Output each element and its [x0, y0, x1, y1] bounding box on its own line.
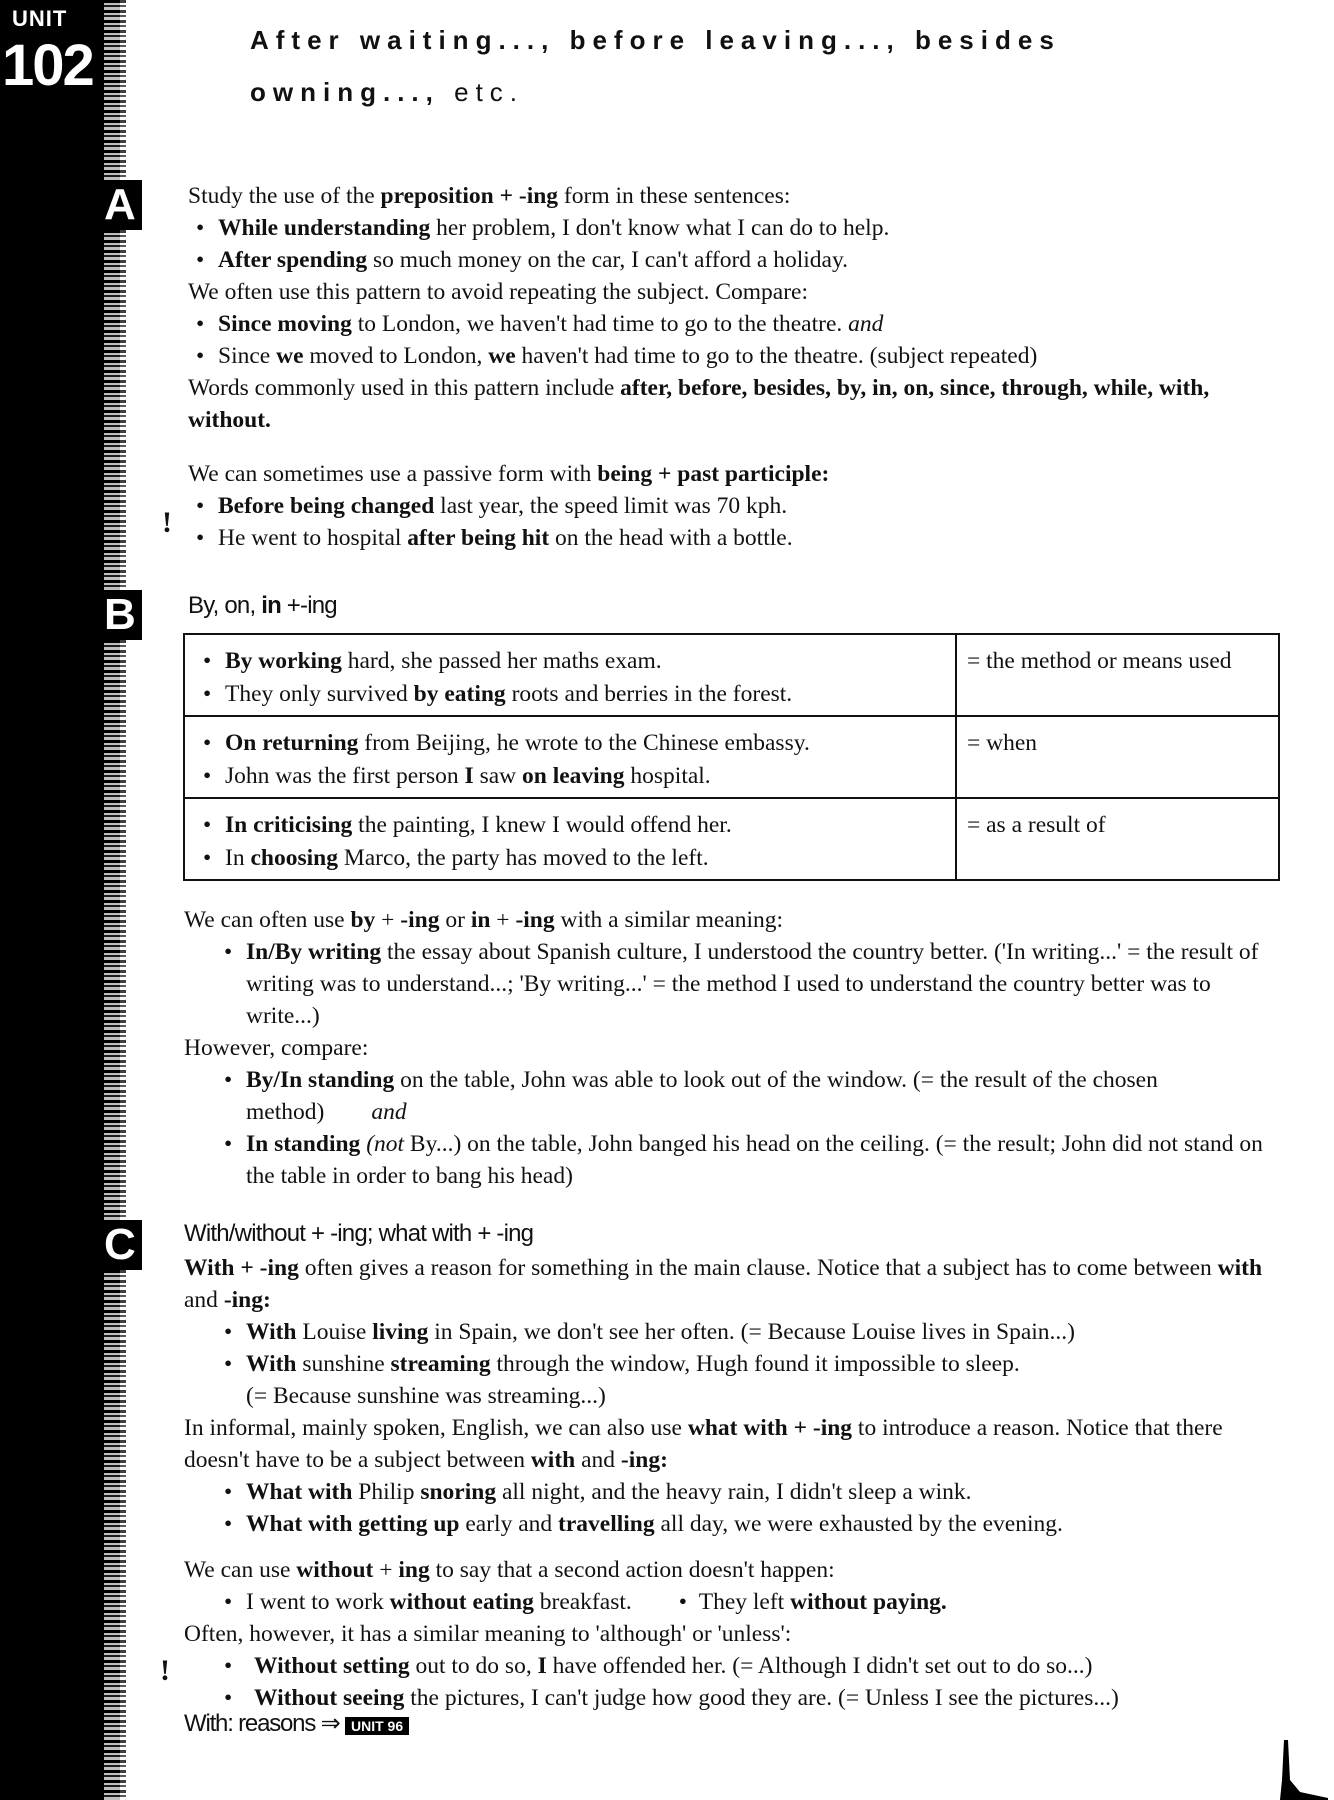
section-letter-a: A	[98, 180, 142, 230]
unit-number: 102	[2, 33, 93, 98]
sec-b-however: However, compare:	[184, 1035, 369, 1061]
section-c-body	[184, 1252, 1288, 1714]
sec-c-example: • Without setting out to do so, I have offended her. (= Although I didn't set out to do so...)	[184, 1650, 1288, 1682]
sec-c-example: • I went to work without eating breakfast. • They left without paying.	[184, 1586, 1288, 1618]
sec-b-example: • In standing (not By...) on the table, John banged his head on the ceiling. (= the result; John did not stand on the table in order to bang his head)	[184, 1128, 1288, 1192]
page-title	[250, 14, 1250, 118]
sec-a-example: • Before being changed last year, the speed limit was 70 kph.	[188, 490, 1288, 522]
sec-c-without: We can use without + ing to say that a second action doesn't happen:	[184, 1557, 835, 1583]
sec-c-example: • What with Philip snoring all night, and the heavy rain, I didn't sleep a wink.	[184, 1476, 1288, 1508]
table-cell-meaning: = when	[956, 716, 1279, 798]
table-row	[184, 798, 1279, 880]
sec-c-example-note: (= Because sunshine was streaming...)	[246, 1383, 606, 1409]
page-corner-mark	[1280, 1740, 1328, 1800]
sec-a-example: • After spending so much money on the car, I can't afford a holiday.	[188, 244, 1288, 276]
title-main: After waiting..., before leaving..., besides owning...,	[250, 25, 1061, 107]
warning-icon: !	[160, 1654, 170, 1687]
sec-c-example: • Without seeing the pictures, I can't judge how good they are. (= Unless I see the pictures...)	[184, 1682, 1288, 1714]
arrow-icon: ⇒	[320, 1710, 340, 1737]
section-a	[188, 180, 1288, 554]
section-letter-b: B	[98, 590, 142, 640]
unit-label: UNIT	[12, 6, 68, 31]
table-row	[184, 716, 1279, 798]
sec-a-example: • He went to hospital after being hit on the head with a bottle.	[188, 522, 1288, 554]
sec-a-passive: We can sometimes use a passive form with being + past participle:	[188, 461, 830, 487]
sec-a-words: Words commonly used in this pattern include after, before, besides, by, in, on, since, through, while, with, without.	[188, 375, 1210, 433]
section-b-body	[184, 904, 1288, 1192]
sec-a-line2: We often use this pattern to avoid repeating the subject. Compare:	[188, 279, 809, 305]
sec-b-example: • In/By writing the essay about Spanish culture, I understood the country better. ('In writing...' = the result of writing was to understand...; 'By writing...' = the method I used to understand the country better was to write...)	[184, 936, 1288, 1032]
sec-c-informal: In informal, mainly spoken, English, we can also use what with + -ing to introduce a reason. Notice that there doesn't have to be a subject between with and -ing:	[184, 1415, 1223, 1473]
table-cell-examples: • By working hard, she passed her maths exam. • They only survived by eating roots and berries in the forest.	[184, 634, 956, 716]
sec-b-similar: We can often use by + -ing or in + -ing with a similar meaning:	[184, 907, 784, 933]
sec-c-heading: With/without + -ing; what with + -ing	[184, 1220, 534, 1247]
sec-a-example: • Since moving to London, we haven't had time to go to the theatre. and	[188, 308, 1288, 340]
sec-c-example: • With sunshine streaming through the window, Hugh found it impossible to sleep.	[184, 1348, 1288, 1380]
by-on-in-table	[183, 633, 1280, 881]
warning-icon: !	[162, 506, 172, 539]
cross-reference[interactable]	[184, 1709, 409, 1738]
sec-c-intro: With + -ing often gives a reason for something in the main clause. Notice that a subject has to come between with and -ing:	[184, 1255, 1263, 1313]
section-letter-c: C	[98, 1220, 142, 1270]
sec-a-example: • While understanding her problem, I don't know what I can do to help.	[188, 212, 1288, 244]
table-row	[184, 634, 1279, 716]
sec-b-heading: By, on, in +-ing	[188, 592, 337, 619]
table-cell-examples: • On returning from Beijing, he wrote to the Chinese embassy. • John was the first person I saw on leaving hospital.	[184, 716, 956, 798]
sec-a-example: • Since we moved to London, we haven't had time to go to the theatre. (subject repeated)	[188, 340, 1288, 372]
sec-c-often: Often, however, it has a similar meaning to 'although' or 'unless':	[184, 1621, 792, 1647]
unit-link[interactable]: UNIT 96	[345, 1717, 409, 1735]
sec-b-example: • By/In standing on the table, John was able to look out of the window. (= the result of the chosen method) and	[184, 1064, 1288, 1128]
sec-a-intro: Study the use of the preposition + -ing form in these sentences:	[188, 183, 791, 209]
table-cell-meaning: = as a result of	[956, 798, 1279, 880]
title-etc: etc.	[454, 77, 525, 107]
table-cell-examples: • In criticising the painting, I knew I would offend her. • In choosing Marco, the party has moved to the left.	[184, 798, 956, 880]
table-cell-meaning: = the method or means used	[956, 634, 1279, 716]
sidebar-texture	[104, 0, 126, 1800]
cross-reference-text: With: reasons	[184, 1710, 316, 1737]
sec-c-example: • With Louise living in Spain, we don't see her often. (= Because Louise lives in Spain...)	[184, 1316, 1288, 1348]
unit-sidebar	[0, 0, 120, 1800]
sec-c-example: • What with getting up early and travelling all day, we were exhausted by the evening.	[184, 1508, 1288, 1540]
